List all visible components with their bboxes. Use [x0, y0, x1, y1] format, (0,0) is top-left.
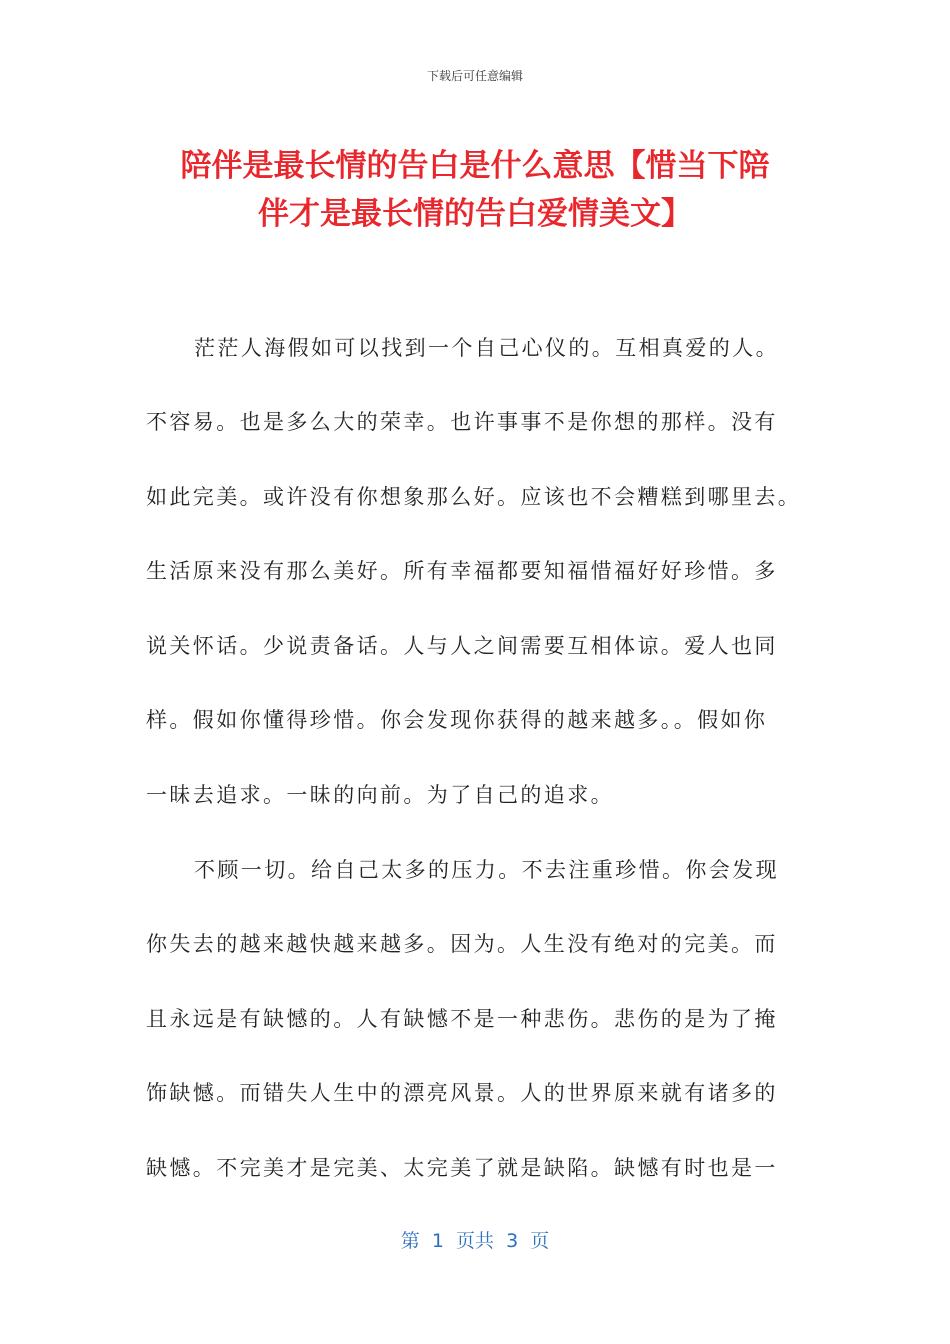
- body-line: 缺憾。不完美才是完美、太完美了就是缺陷。缺憾有时也是一: [146, 1156, 778, 1180]
- body-line: 说关怀话。少说责备话。人与人之间需要互相体谅。爱人也同: [146, 634, 778, 658]
- body-line: 生活原来没有那么美好。所有幸福都要知福惜福好好珍惜。多: [146, 559, 778, 583]
- document-title: [140, 142, 810, 238]
- body-line: 不容易。也是多么大的荣幸。也许事事不是你想的那样。没有: [146, 410, 778, 434]
- body-line: 一昧去追求。一昧的向前。为了自己的追求。: [146, 783, 614, 807]
- title-line-1: 陪伴是最长情的告白是什么意思【惜当下陪: [180, 148, 770, 184]
- body-line: 如此完美。或许没有你想象那么好。应该也不会糟糕到哪里去。: [146, 485, 802, 509]
- body-line: 茫茫人海假如可以找到一个自己心仪的。互相真爱的人。: [194, 336, 779, 360]
- body-line: 饰缺憾。而错失人生中的漂亮风景。人的世界原来就有诸多的: [146, 1081, 778, 1105]
- body-line: 你失去的越来越快越来越多。因为。人生没有绝对的完美。而: [146, 932, 778, 956]
- body-line: 样。假如你懂得珍惜。你会发现你获得的越来越多。。假如你: [146, 708, 768, 732]
- body-line: 且永远是有缺憾的。人有缺憾不是一种悲伤。悲伤的是为了掩: [146, 1007, 778, 1031]
- title-line-2: 伴才是最长情的告白爱情美文】: [258, 196, 692, 232]
- header-note: 下载后可任意编辑: [426, 69, 523, 83]
- body-line: 不顾一切。给自己太多的压力。不去注重珍惜。你会发现: [194, 858, 779, 882]
- page-number-footer: 第 1 页共 3 页: [400, 1230, 550, 1252]
